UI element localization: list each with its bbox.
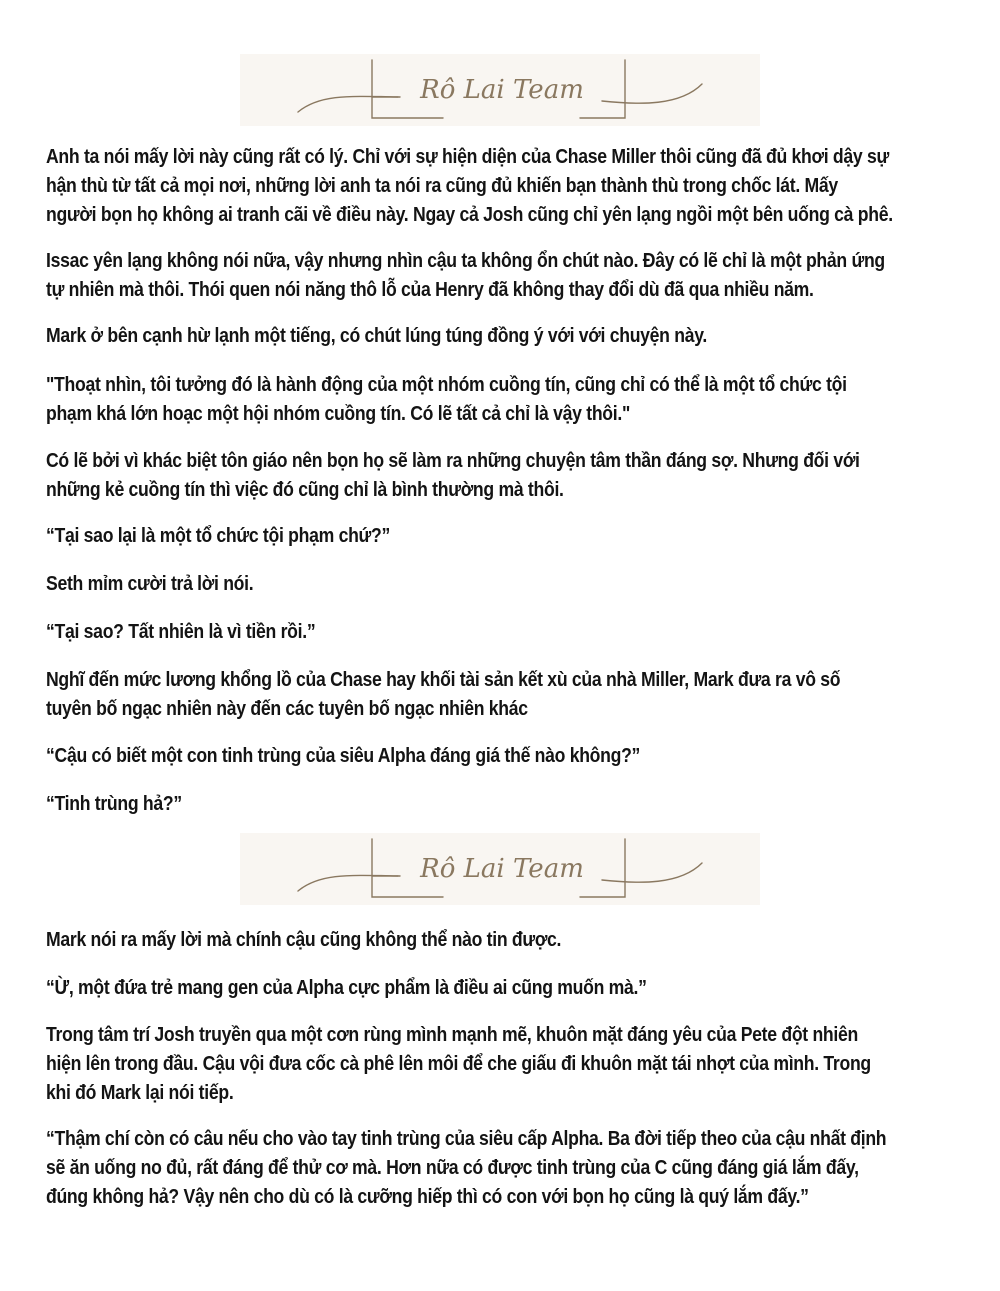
paragraph xyxy=(46,973,837,1002)
logo-text: Rô Lai Team xyxy=(420,854,584,884)
text-line: "Thoạt nhìn, tôi tưởng đó là hành động của một nhóm cuồng tín, cũng chỉ có thể là một tổ chức tội xyxy=(46,373,847,396)
paragraph xyxy=(46,142,893,229)
text-line: “Tại sao lại là một tổ chức tội phạm chứ?” xyxy=(46,524,390,547)
text-line: đúng không hả? Vậy nên cho dù có là cưỡng hiếp thì có con với bọn họ cũng là quý lắm đấy.” xyxy=(46,1185,809,1208)
team-logo-banner xyxy=(240,833,760,905)
paragraph xyxy=(46,617,837,646)
signature-logo-icon xyxy=(240,54,760,126)
text-line: “Tinh trùng hả?” xyxy=(46,792,182,815)
text-line: những kẻ cuồng tín thì việc đó cũng chỉ là bình thường mà thôi. xyxy=(46,478,564,501)
text-line: người bọn họ không ai tranh cãi về điều này. Ngay cả Josh cũng chỉ yên lạng ngồi một bên uống cà phê. xyxy=(46,203,893,226)
paragraph xyxy=(46,446,860,504)
text-line: tự nhiên mà thôi. Thói quen nói năng thô lỗ của Henry đã không thay đổi dù đã qua nhiều năm. xyxy=(46,278,814,301)
paragraph xyxy=(46,925,837,954)
team-logo-banner xyxy=(240,54,760,126)
text-line: Có lẽ bởi vì khác biệt tôn giáo nên bọn họ sẽ làm ra những chuyện tâm thần đáng sợ. Nhưng đối với xyxy=(46,449,860,472)
signature-logo-icon xyxy=(240,833,760,905)
text-line: hận thù từ tất cả mọi nơi, những lời anh ta nói ra cũng đủ khiến bạn thành thù trong chốc lát. Mấy xyxy=(46,174,838,197)
paragraph xyxy=(46,321,837,350)
text-line: sẽ ăn uống no đủ, rất đáng để thử cơ mà. Hơn nữa có được tinh trùng của C cũng đáng giá lắm đấy, xyxy=(46,1156,859,1179)
logo-text: Rô Lai Team xyxy=(420,75,584,105)
text-line: khi đó Mark lại nói tiếp. xyxy=(46,1081,234,1104)
text-line: “Thậm chí còn có câu nếu cho vào tay tinh trùng của siêu cấp Alpha. Ba đời tiếp theo của cậu nhất định xyxy=(46,1127,887,1150)
text-line: Trong tâm trí Josh truyền qua một cơn rùng mình mạnh mẽ, khuôn mặt đáng yêu của Pete đột nhiên xyxy=(46,1023,858,1046)
paragraph xyxy=(46,1020,871,1107)
paragraph xyxy=(46,246,885,304)
paragraph xyxy=(46,569,837,598)
text-line: “Tại sao? Tất nhiên là vì tiền rồi.” xyxy=(46,620,316,643)
text-line: Anh ta nói mấy lời này cũng rất có lý. Chỉ với sự hiện diện của Chase Miller thôi cũng đã đủ khơi dậy sự xyxy=(46,145,889,168)
paragraph xyxy=(46,521,837,550)
paragraph xyxy=(46,370,847,428)
text-line: “Cậu có biết một con tinh trùng của siêu Alpha đáng giá thế nào không?” xyxy=(46,744,641,767)
paragraph xyxy=(46,665,841,723)
text-line: Seth mỉm cười trả lời nói. xyxy=(46,572,254,595)
text-line: Mark ở bên cạnh hừ lạnh một tiếng, có chút lúng túng đồng ý với với chuyện này. xyxy=(46,324,708,347)
text-line: Mark nói ra mấy lời mà chính cậu cũng không thể nào tin được. xyxy=(46,928,562,951)
text-line: Nghĩ đến mức lương khổng lồ của Chase hay khối tài sản kết xù của nhà Miller, Mark đưa ra vô số xyxy=(46,668,841,691)
paragraph xyxy=(46,741,837,770)
text-line: Issac yên lạng không nói nữa, vậy nhưng nhìn cậu ta không ổn chút nào. Đây có lẽ chỉ là một phản ứng xyxy=(46,249,885,272)
text-line: “Ừ, một đứa trẻ mang gen của Alpha cực phẩm là điều ai cũng muốn mà.” xyxy=(46,976,647,999)
paragraph xyxy=(46,1124,887,1211)
text-line: hiện lên trong đầu. Cậu vội đưa cốc cà phê lên môi để che giấu đi khuôn mặt tái nhợt của mình. Trong xyxy=(46,1052,871,1075)
text-line: tuyên bố ngạc nhiên này đến các tuyên bố ngạc nhiên khác xyxy=(46,697,528,720)
text-line: phạm khá lớn hoạc một hội nhóm cuồng tín. Có lẽ tất cả chỉ là vậy thôi." xyxy=(46,402,631,425)
paragraph xyxy=(46,789,837,818)
